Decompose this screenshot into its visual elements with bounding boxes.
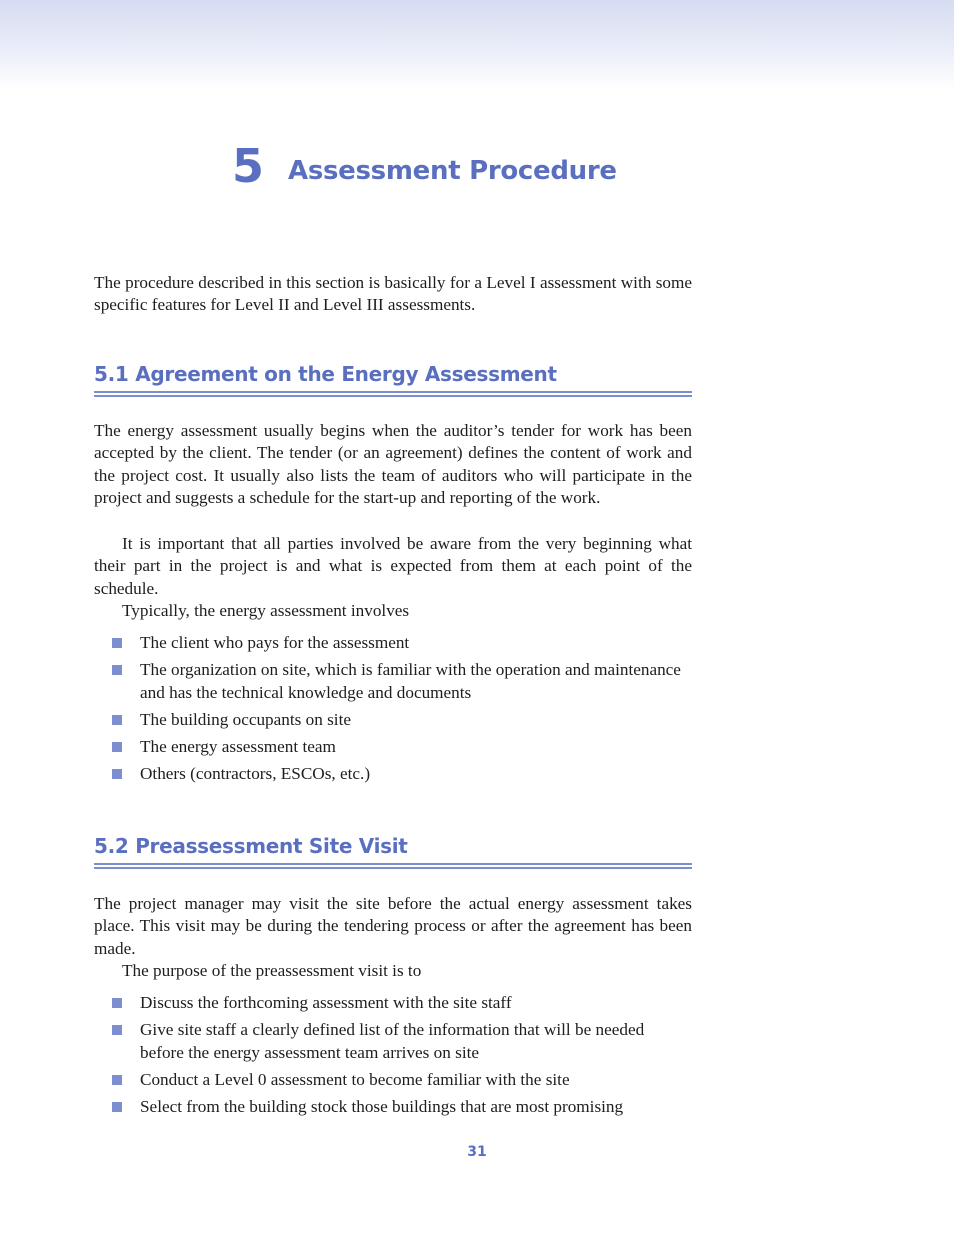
chapter-title: Assessment Procedure (288, 156, 617, 186)
bullet-square-icon (112, 769, 122, 779)
bullet-square-icon (112, 742, 122, 752)
bullet-square-icon (112, 638, 122, 648)
header-band (0, 0, 954, 90)
intro-paragraph: The procedure described in this section is basically for a Level I assessment with some specific features for Level II and Level III assessments. (94, 273, 692, 315)
section1-paragraph-2: It is important that all parties involved be aware from the very beginning what their part in the project is and what is expected from them at each point of the schedule. (94, 534, 692, 598)
section-heading-5-2: 5.2 Preassessment Site Visit (94, 834, 408, 858)
list-item: Discuss the forthcoming assessment with the site staff (112, 992, 692, 1014)
list-item: Give site staff a clearly defined list of the information that will be needed before the energy assessment team arrives on site (112, 1019, 692, 1064)
list-item: The organization on site, which is familiar with the operation and maintenance and has the technical knowledge and documents (112, 659, 692, 704)
list-item: Others (contractors, ESCOs, etc.) (112, 763, 692, 785)
bullet-square-icon (112, 665, 122, 675)
bullet-square-icon (112, 1102, 122, 1112)
section2-paragraph-2: The purpose of the preassessment visit is to (122, 961, 422, 980)
list-item: The client who pays for the assessment (112, 632, 692, 654)
list-item: The building occupants on site (112, 709, 692, 731)
bullet-square-icon (112, 1075, 122, 1085)
section2-bullet-list (112, 992, 692, 1123)
list-item: Conduct a Level 0 assessment to become familiar with the site (112, 1069, 692, 1091)
section-heading-5-1: 5.1 Agreement on the Energy Assessment (94, 362, 557, 386)
section1-paragraph-1: The energy assessment usually begins when the auditor’s tender for work has been accepted by the client. The tender (or an agreement) defines the content of work and the project cost. It usually also lists the team of auditors who will participate in the project and suggests a schedule for the start-up and reporting of the work. (94, 421, 692, 508)
list-item: Select from the building stock those buildings that are most promising (112, 1096, 692, 1118)
bullet-square-icon (112, 715, 122, 725)
bullet-square-icon (112, 1025, 122, 1035)
section2-paragraph-1: The project manager may visit the site before the actual energy assessment takes place. This visit may be during the tendering process or after the agreement has been made. (94, 894, 692, 958)
section-rule (94, 863, 692, 869)
page-number: 31 (467, 1144, 487, 1160)
section1-paragraph-3: Typically, the energy assessment involves (122, 601, 410, 620)
section1-bullet-list (112, 632, 692, 790)
section-rule (94, 391, 692, 397)
chapter-number: 5 (232, 139, 265, 193)
bullet-square-icon (112, 998, 122, 1008)
list-item: The energy assessment team (112, 736, 692, 758)
